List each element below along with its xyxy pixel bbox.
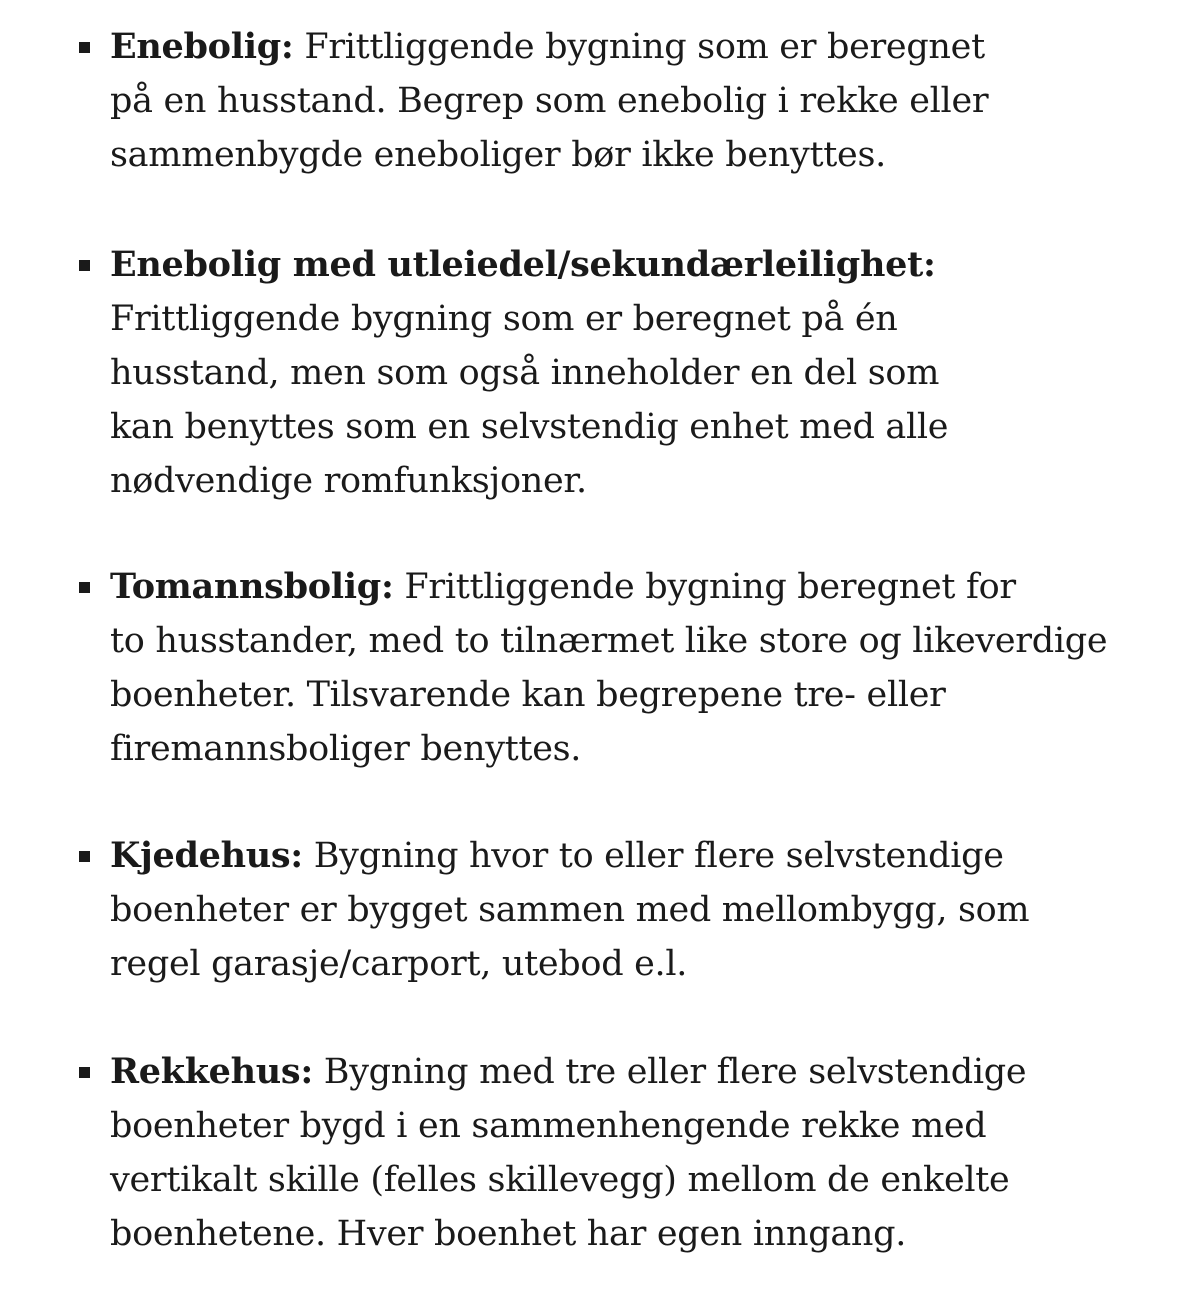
bullet-icon bbox=[79, 851, 90, 862]
bullet-icon bbox=[79, 42, 90, 53]
definition-line: sammenbygde eneboliger bør ikke benyttes. bbox=[110, 135, 886, 175]
definition-line bbox=[110, 238, 936, 292]
definition-line: på en husstand. Begrep som enebolig i rekke eller bbox=[110, 81, 989, 121]
definition-line: vertikalt skille (felles skillevegg) mellom de enkelte bbox=[110, 1160, 1010, 1200]
definition-line: regel garasje/carport, utebod e.l. bbox=[110, 944, 688, 984]
definition-term: Rekkehus: bbox=[110, 1051, 313, 1092]
definition-term: Tomannsbolig: bbox=[110, 566, 394, 607]
definition-line: firemannsboliger benyttes. bbox=[110, 729, 582, 769]
definition-line: boenhetene. Hver boenhet har egen inngang. bbox=[110, 1214, 907, 1254]
definition-line bbox=[110, 560, 1016, 614]
definition-line: husstand, men som også inneholder en del som bbox=[110, 353, 940, 393]
definition-text: Bygning med tre eller flere selvstendige bbox=[323, 1052, 1027, 1092]
definition-line: Frittliggende bygning som er beregnet på én bbox=[110, 299, 898, 339]
bullet-icon bbox=[79, 1067, 90, 1078]
definition-text: Bygning hvor to eller flere selvstendige bbox=[313, 836, 1004, 876]
definition-line: boenheter bygd i en sammenhengende rekke med bbox=[110, 1106, 987, 1146]
definition-text: Frittliggende bygning som er beregnet bbox=[304, 27, 985, 67]
definition-term: Enebolig med utleiedel/sekundærleilighet: bbox=[110, 244, 936, 285]
definition-line: boenheter. Tilsvarende kan begrepene tre- eller bbox=[110, 675, 946, 715]
definition-text: Frittliggende bygning beregnet for bbox=[404, 567, 1016, 607]
definition-line bbox=[110, 829, 1004, 883]
bullet-icon bbox=[79, 582, 90, 593]
definition-line bbox=[110, 20, 985, 74]
definition-line: to husstander, med to tilnærmet like store og likeverdige bbox=[110, 621, 1108, 661]
bullet-icon bbox=[79, 260, 90, 271]
definition-line bbox=[110, 1045, 1026, 1099]
definition-line: nødvendige romfunksjoner. bbox=[110, 461, 587, 501]
definition-term: Enebolig: bbox=[110, 26, 294, 67]
definition-line: boenheter er bygget sammen med mellombygg, som bbox=[110, 890, 1030, 930]
definition-term: Kjedehus: bbox=[110, 835, 303, 876]
definition-line: kan benyttes som en selvstendig enhet med alle bbox=[110, 407, 949, 447]
